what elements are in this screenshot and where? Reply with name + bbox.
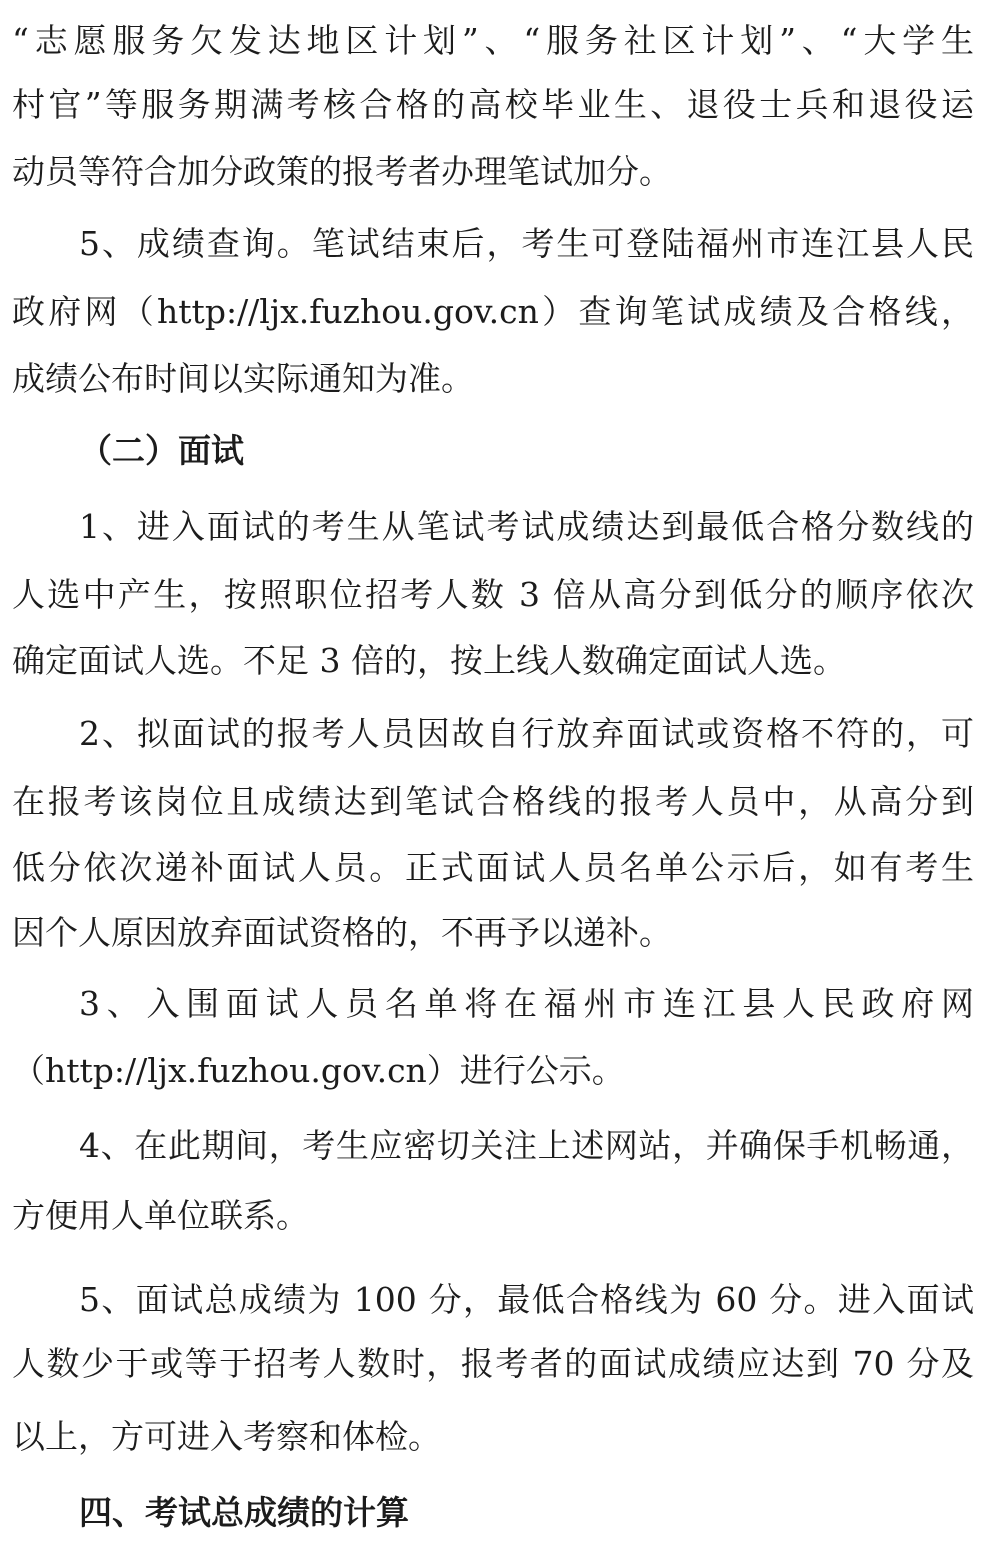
text-line: 政府网（http://ljx.fuzhou.gov.cn）查询笔试成绩及合格线，	[12, 292, 974, 331]
text-line: 低分依次递补面试人员。正式面试人员名单公示后，如有考生	[12, 848, 974, 887]
section-heading: （二）面试	[79, 431, 244, 470]
section-heading: 四、考试总成绩的计算	[79, 1493, 409, 1532]
text-line: 以上，方可进入考察和体检。	[12, 1417, 441, 1456]
text-line: （http://ljx.fuzhou.gov.cn）进行公示。	[12, 1051, 625, 1090]
text-line: 人数少于或等于招考人数时，报考者的面试成绩应达到 70 分及	[12, 1344, 974, 1383]
text-line: 因个人原因放弃面试资格的，不再予以递补。	[12, 913, 672, 952]
text-line: 5、面试总成绩为 100 分，最低合格线为 60 分。进入面试	[79, 1280, 974, 1319]
text-line: 2、拟面试的报考人员因故自行放弃面试或资格不符的，可	[79, 714, 974, 753]
text-line: 在报考该岗位且成绩达到笔试合格线的报考人员中，从高分到	[12, 782, 974, 821]
text-line: 确定面试人选。不足 3 倍的，按上线人数确定面试人选。	[12, 641, 846, 680]
text-line: 4、在此期间，考生应密切关注上述网站，并确保手机畅通，	[79, 1126, 974, 1165]
text-line: 方便用人单位联系。	[12, 1196, 309, 1235]
text-line: 5、成绩查询。笔试结束后，考生可登陆福州市连江县人民	[79, 224, 974, 263]
text-line: 村官”等服务期满考核合格的高校毕业生、退役士兵和退役运	[12, 85, 974, 124]
text-line: 3、入围面试人员名单将在福州市连江县人民政府网	[79, 984, 974, 1023]
text-line: 动员等符合加分政策的报考者办理笔试加分。	[12, 152, 672, 191]
text-line: 人选中产生，按照职位招考人数 3 倍从高分到低分的顺序依次	[12, 575, 974, 614]
text-line: 成绩公布时间以实际通知为准。	[12, 359, 474, 398]
text-line: 1、进入面试的考生从笔试考试成绩达到最低合格分数线的	[79, 507, 974, 546]
text-line: “志愿服务欠发达地区计划”、“服务社区计划”、“大学生	[12, 21, 974, 60]
